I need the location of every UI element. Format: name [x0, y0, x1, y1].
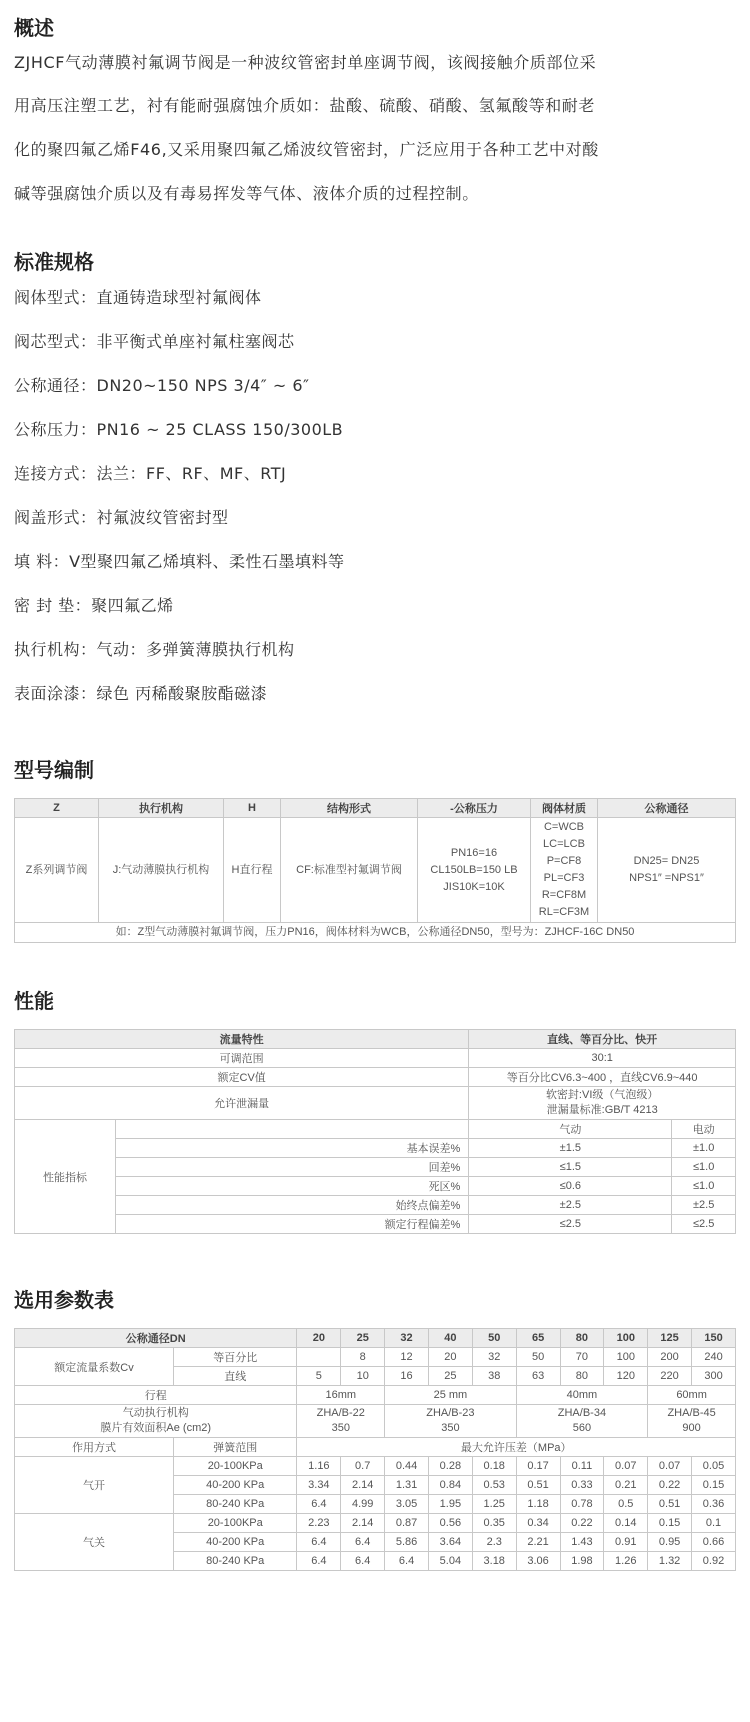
- sel-stroke: 25 mm: [385, 1386, 517, 1405]
- sel-dn: 25: [341, 1329, 385, 1348]
- spec-line: 阀体型式：直通铸造球型衬氟阀体: [14, 288, 262, 307]
- sel-dp-cell: 5.86: [385, 1533, 429, 1552]
- sel-dp-cell: 0.05: [692, 1457, 736, 1476]
- model-cell: [531, 818, 598, 923]
- sel-dp-cell: 0.53: [472, 1476, 516, 1495]
- sel-dp-cell: 0.78: [560, 1495, 604, 1514]
- sel-max-dp-label: 最大允许压差（MPa）: [297, 1438, 736, 1457]
- model-cell-line: DN25= DN25: [633, 855, 700, 867]
- standard-section: [14, 248, 736, 716]
- sel-cell: 8: [341, 1348, 385, 1367]
- sel-dp-cell: 0.56: [428, 1514, 472, 1533]
- model-header: Z: [15, 799, 99, 818]
- sel-dp-cell: 0.15: [648, 1514, 692, 1533]
- model-note: 如：Z型气动薄膜衬氟调节阀，压力PN16，阀体材料为WCB，公称通径DN50，型号为：ZJHCF-16C DN50: [15, 923, 736, 943]
- sel-eq-label: 等百分比: [174, 1348, 297, 1367]
- sel-cell: 5: [297, 1367, 341, 1386]
- perf-col-electric: 电动: [672, 1120, 736, 1139]
- perf-value-line: 软密封:VI级（气泡级）: [545, 1089, 659, 1101]
- perf-header: 直线、等百分比、快开: [469, 1030, 736, 1049]
- sel-dp-cell: 0.84: [428, 1476, 472, 1495]
- sel-cell: 32: [472, 1348, 516, 1367]
- sel-act: [516, 1405, 648, 1438]
- sel-dn: 50: [472, 1329, 516, 1348]
- sel-dp-cell: 4.99: [341, 1495, 385, 1514]
- selection-table: [14, 1328, 736, 1571]
- perf-cell: ≤2.5: [672, 1215, 736, 1234]
- sel-dp-cell: 0.5: [604, 1495, 648, 1514]
- perf-cell: ≤1.5: [469, 1158, 672, 1177]
- sel-act-area: 560: [572, 1422, 592, 1434]
- sel-dn: 125: [648, 1329, 692, 1348]
- sel-cell: [297, 1348, 341, 1367]
- sel-stroke-label: 行程: [15, 1386, 297, 1405]
- sel-dp-cell: 0.91: [604, 1533, 648, 1552]
- model-cell: H直行程: [224, 818, 281, 923]
- perf-value: 等百分比CV6.3~400 ，直线CV6.9~440: [469, 1068, 736, 1087]
- sel-lin-label: 直线: [174, 1367, 297, 1386]
- sel-stroke: 60mm: [648, 1386, 736, 1405]
- perf-row-name: 基本误差%: [116, 1139, 469, 1158]
- model-cell-line: PN16=16: [450, 846, 498, 859]
- intro-line: 碱等强腐蚀介质以及有毒易挥发等气体、液体介质的过程控制。: [14, 184, 479, 203]
- perf-cell: ±2.5: [672, 1196, 736, 1215]
- model-cell: Z系列调节阀: [15, 818, 99, 923]
- sel-dp-cell: 0.28: [428, 1457, 472, 1476]
- sel-cell: 200: [648, 1348, 692, 1367]
- sel-act-model: ZHA/B-23: [426, 1407, 475, 1419]
- sel-dp-cell: 0.36: [692, 1495, 736, 1514]
- sel-dp-cell: 0.18: [472, 1457, 516, 1476]
- spec-line: 阀盖形式：衬氟波纹管密封型: [14, 508, 229, 527]
- perf-index-label: 性能指标: [15, 1120, 116, 1234]
- model-cell-line: R=CF8M: [541, 889, 587, 901]
- sel-dn-label: 公称通径DN: [15, 1329, 297, 1348]
- perf-cell: ≤2.5: [469, 1215, 672, 1234]
- model-header: H: [224, 799, 281, 818]
- perf-cell: ≤1.0: [672, 1158, 736, 1177]
- sel-dn: 20: [297, 1329, 341, 1348]
- sel-act: [385, 1405, 517, 1438]
- sel-act: [297, 1405, 385, 1438]
- perf-cell: ±1.0: [672, 1139, 736, 1158]
- model-table: [14, 798, 736, 943]
- model-header: 公称通径: [598, 799, 736, 818]
- sel-stroke: 16mm: [297, 1386, 385, 1405]
- perf-row-name: 死区%: [116, 1177, 469, 1196]
- sel-cell: 70: [560, 1348, 604, 1367]
- perf-label: 可调范围: [15, 1049, 469, 1068]
- spec-line: 公称通径：DN20~150 NPS 3/4″ ~ 6″: [14, 376, 310, 395]
- perf-row-name: 始终点偏差%: [116, 1196, 469, 1215]
- perf-col-pneumatic: 气动: [469, 1120, 672, 1139]
- model-cell: J:气动薄膜执行机构: [99, 818, 224, 923]
- standard-title: 标准规格: [14, 250, 94, 274]
- perf-cell: ≤1.0: [672, 1177, 736, 1196]
- sel-dp-cell: 0.92: [692, 1552, 736, 1571]
- model-section: [14, 756, 736, 943]
- intro-line: ZJHCF气动薄膜衬氟调节阀是一种波纹管密封单座调节阀，该阀接触介质部位采: [14, 53, 597, 72]
- sel-cell: 25: [428, 1367, 472, 1386]
- sel-cell: 220: [648, 1367, 692, 1386]
- perf-value: 30:1: [469, 1049, 736, 1068]
- model-cell-line: PL=CF3: [543, 872, 585, 884]
- sel-dp-cell: 6.4: [297, 1533, 341, 1552]
- sel-dp-cell: 0.35: [472, 1514, 516, 1533]
- sel-dp-cell: 2.23: [297, 1514, 341, 1533]
- sel-spring-range: 20-100KPa: [174, 1514, 297, 1533]
- model-title: 型号编制: [14, 758, 94, 782]
- sel-dp-cell: 6.4: [297, 1552, 341, 1571]
- sel-spring-range: 80-240 KPa: [174, 1552, 297, 1571]
- sel-dp-cell: 1.26: [604, 1552, 648, 1571]
- selection-section: [14, 1286, 736, 1571]
- sel-cell: 100: [604, 1348, 648, 1367]
- sel-act-model: ZHA/B-22: [316, 1407, 365, 1419]
- sel-mode: 气开: [15, 1457, 174, 1514]
- perf-header: 流量特性: [15, 1030, 469, 1049]
- sel-dp-cell: 0.14: [604, 1514, 648, 1533]
- selection-title: 选用参数表: [14, 1288, 114, 1312]
- perf-label: 允许泄漏量: [15, 1087, 469, 1120]
- sel-dp-cell: 0.66: [692, 1533, 736, 1552]
- sel-dp-cell: 3.05: [385, 1495, 429, 1514]
- model-cell-line: NPS1″ =NPS1″: [629, 872, 704, 884]
- sel-act-area: 350: [331, 1422, 350, 1434]
- sel-dp-cell: 0.51: [648, 1495, 692, 1514]
- sel-cell: 300: [692, 1367, 736, 1386]
- sel-dp-cell: 1.98: [560, 1552, 604, 1571]
- sel-dp-cell: 2.14: [341, 1514, 385, 1533]
- sel-dp-cell: 0.34: [516, 1514, 560, 1533]
- sel-dp-cell: 0.33: [560, 1476, 604, 1495]
- sel-dp-cell: 0.1: [692, 1514, 736, 1533]
- perf-label: 额定CV值: [15, 1068, 469, 1087]
- intro-title: 概述: [14, 16, 54, 40]
- sel-dp-cell: 6.4: [385, 1552, 429, 1571]
- sel-dp-cell: 0.11: [560, 1457, 604, 1476]
- perf-row-name: 额定行程偏差%: [116, 1215, 469, 1234]
- intro-line: 化的聚四氟乙烯F46,又采用聚四氟乙烯波纹管密封，广泛应用于各种工艺中对酸: [14, 140, 599, 159]
- perf-row-name: 回差%: [116, 1158, 469, 1177]
- perf-cell: ±1.5: [469, 1139, 672, 1158]
- sel-cell: 120: [604, 1367, 648, 1386]
- sel-act-area: 900: [682, 1422, 701, 1434]
- sel-act-model: ZHA/B-45: [667, 1407, 716, 1419]
- spec-line: 填 料：V型聚四氟乙烯填料、柔性石墨填料等: [14, 552, 345, 571]
- sel-spring-range: 80-240 KPa: [174, 1495, 297, 1514]
- sel-dp-cell: 3.64: [428, 1533, 472, 1552]
- sel-dp-cell: 0.22: [560, 1514, 604, 1533]
- sel-spring-range: 40-200 KPa: [174, 1476, 297, 1495]
- performance-section: [14, 987, 736, 1234]
- model-header: 结构形式: [281, 799, 418, 818]
- sel-dn: 100: [604, 1329, 648, 1348]
- sel-cell: 38: [472, 1367, 516, 1386]
- model-cell: [598, 818, 736, 923]
- model-cell: CF:标准型衬氟调节阀: [281, 818, 418, 923]
- sel-cell: 80: [560, 1367, 604, 1386]
- sel-dp-cell: 2.3: [472, 1533, 516, 1552]
- sel-dp-cell: 0.17: [516, 1457, 560, 1476]
- spec-line: 连接方式：法兰：FF、RF、MF、RTJ: [14, 464, 287, 483]
- perf-value-line: 泄漏量标准:GB/T 4213: [546, 1104, 658, 1116]
- sel-dp-cell: 3.34: [297, 1476, 341, 1495]
- sel-dp-cell: 1.43: [560, 1533, 604, 1552]
- sel-spring-range: 20-100KPa: [174, 1457, 297, 1476]
- sel-dp-cell: 1.95: [428, 1495, 472, 1514]
- sel-dp-cell: 1.32: [648, 1552, 692, 1571]
- sel-dp-cell: 0.44: [385, 1457, 429, 1476]
- sel-dp-cell: 2.14: [341, 1476, 385, 1495]
- sel-dp-cell: 1.25: [472, 1495, 516, 1514]
- performance-title: 性能: [14, 989, 54, 1013]
- sel-dp-cell: 1.18: [516, 1495, 560, 1514]
- sel-act-label-line: 气动执行机构: [122, 1407, 189, 1419]
- sel-dp-cell: 0.07: [648, 1457, 692, 1476]
- sel-dp-cell: 0.95: [648, 1533, 692, 1552]
- sel-dp-cell: 0.22: [648, 1476, 692, 1495]
- spec-line: 表面涂漆：绿色 丙稀酸聚胺酯磁漆: [14, 684, 268, 703]
- spec-line: 密 封 垫：聚四氟乙烯: [14, 596, 174, 615]
- model-header: 阀体材质: [531, 799, 598, 818]
- sel-cell: 63: [516, 1367, 560, 1386]
- sel-dn: 65: [516, 1329, 560, 1348]
- sel-dp-cell: 0.51: [516, 1476, 560, 1495]
- model-cell-line: CL150LB=150 LB: [430, 863, 518, 876]
- spec-line: 执行机构：气动：多弹簧薄膜执行机构: [14, 640, 295, 659]
- spec-line: 公称压力：PN16 ~ 25 CLASS 150/300LB: [14, 420, 344, 439]
- sel-act-label: [15, 1405, 297, 1438]
- sel-act: [648, 1405, 736, 1438]
- sel-cell: 240: [692, 1348, 736, 1367]
- performance-table: [14, 1029, 736, 1234]
- sel-cell: 16: [385, 1367, 429, 1386]
- model-header: -公称压力: [418, 799, 531, 818]
- sel-dp-cell: 0.15: [692, 1476, 736, 1495]
- sel-dp-cell: 3.06: [516, 1552, 560, 1571]
- model-cell-line: C=WCB: [543, 821, 585, 833]
- sel-act-model: ZHA/B-34: [557, 1407, 607, 1419]
- sel-dp-cell: 0.07: [604, 1457, 648, 1476]
- sel-dp-cell: 5.04: [428, 1552, 472, 1571]
- sel-dn: 40: [428, 1329, 472, 1348]
- sel-dp-cell: 3.18: [472, 1552, 516, 1571]
- sel-cell: 12: [385, 1348, 429, 1367]
- sel-dp-cell: 1.31: [385, 1476, 429, 1495]
- sel-cell: 50: [516, 1348, 560, 1367]
- sel-cell: 10: [341, 1367, 385, 1386]
- model-cell-line: LC=LCB: [543, 838, 585, 850]
- sel-mode: 气关: [15, 1514, 174, 1571]
- intro-line: 用高压注塑工艺，衬有能耐强腐蚀介质如：盐酸、硫酸、硝酸、氢氟酸等和耐老: [14, 96, 596, 115]
- sel-dp-cell: 6.4: [341, 1533, 385, 1552]
- sel-dp-cell: 6.4: [297, 1495, 341, 1514]
- sel-dn: 80: [560, 1329, 604, 1348]
- perf-cell: ±2.5: [469, 1196, 672, 1215]
- sel-area-label-line: 膜片有效面积Ae (cm2): [100, 1422, 212, 1434]
- sel-cv-label: 额定流量系数Cv: [15, 1348, 174, 1386]
- sel-dp-cell: 1.16: [297, 1457, 341, 1476]
- sel-dn: 150: [692, 1329, 736, 1348]
- model-header: 执行机构: [99, 799, 224, 818]
- sel-act-area: 350: [441, 1422, 460, 1434]
- perf-cell: ≤0.6: [469, 1177, 672, 1196]
- sel-dp-cell: 0.87: [385, 1514, 429, 1533]
- sel-cell: 20: [428, 1348, 472, 1367]
- spec-line: 阀芯型式：非平衡式单座衬氟柱塞阀芯: [14, 332, 295, 351]
- sel-stroke: 40mm: [516, 1386, 648, 1405]
- model-cell-line: JIS10K=10K: [443, 880, 505, 893]
- sel-dn: 32: [385, 1329, 429, 1348]
- sel-dp-cell: 0.21: [604, 1476, 648, 1495]
- perf-value: [469, 1087, 736, 1120]
- sel-dp-cell: 2.21: [516, 1533, 560, 1552]
- model-cell-line: P=CF8: [546, 855, 582, 867]
- sel-spring-range: 40-200 KPa: [174, 1533, 297, 1552]
- sel-spring-label: 弹簧范围: [174, 1438, 297, 1457]
- intro-section: [14, 0, 736, 216]
- sel-dp-cell: 0.7: [341, 1457, 385, 1476]
- sel-dp-cell: 6.4: [341, 1552, 385, 1571]
- model-cell-line: RL=CF3M: [538, 906, 590, 918]
- sel-mode-label: 作用方式: [15, 1438, 174, 1457]
- model-cell: [418, 818, 531, 923]
